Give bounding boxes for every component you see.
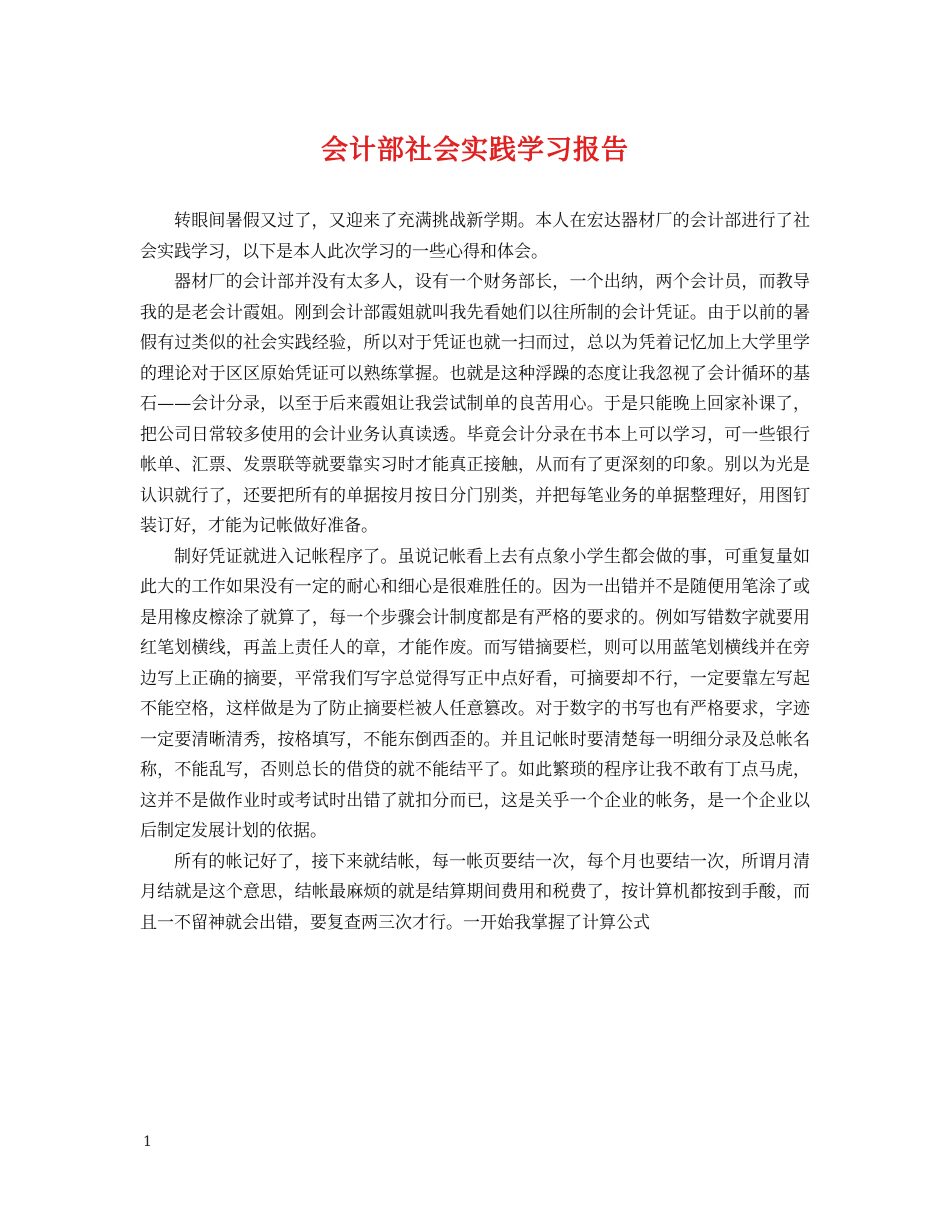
page-number: 1 bbox=[143, 1134, 152, 1150]
document-title: 会计部社会实践学习报告 bbox=[321, 135, 629, 166]
paragraph: 器材厂的会计部并没有太多人，设有一个财务部长，一个出纳，两个会计员，而教导我的是老会计霞姐。刚到会计部霞姐就叫我先看她们以往所制的会计凭证。由于以前的暑假有过类似的社会实践经验，所以对于凭证也就一扫而过，总以为凭着记忆加上大学里学的理论对于区区原始凭证可以熟练掌握。也就是这种浮躁的态度让我忽视了会计循环的基石——会计分录，以至于后来霞姐让我尝试制单的良苦用心。于是只能晚上回家补课了，把公司日常较多使用的会计业务认真读透。毕竟会计分录在书本上可以学习，可一些银行帐单、汇票、发票联等就要靠实习时才能真正接触，从而有了更深刻的印象。别以为光是认识就行了，还要把所有的单据按月按日分门别类，并把每笔业务的单据整理好，用图钉装订好，才能为记帐做好准备。 bbox=[140, 272, 810, 536]
paragraph: 制好凭证就进入记帐程序了。虽说记帐看上去有点象小学生都会做的事，可重复量如此大的工作如果没有一定的耐心和细心是很难胜任的。因为一出错并不是随便用笔涂了或是用橡皮檫涂了就算了，每一个步骤会计制度都是有严格的要求的。例如写错数字就要用红笔划横线，再盖上责任人的章，才能作废。而写错摘要栏，则可以用蓝笔划横线并在旁边写上正确的摘要，平常我们写字总觉得写正中点好看，可摘要却不行，一定要靠左写起不能空格，这样做是为了防止摘要栏被人任意篡改。对于数字的书写也有严格要求，字迹一定要清晰清秀，按格填写，不能东倒西歪的。并且记帐时要清楚每一明细分录及总帐名称，不能乱写，否则总长的借贷的就不能结平了。如此繁琐的程序让我不敢有丁点马虎，这并不是做作业时或考试时出错了就扣分而已，这是关乎一个企业的帐务，是一个企业以后制定发展计划的依据。 bbox=[140, 546, 810, 841]
document-body bbox=[140, 206, 810, 938]
paragraph: 转眼间暑假又过了，又迎来了充满挑战新学期。本人在宏达器材厂的会计部进行了社会实践学习，以下是本人此次学习的一些心得和体会。 bbox=[140, 211, 810, 262]
paragraph: 所有的帐记好了，接下来就结帐，每一帐页要结一次，每个月也要结一次，所谓月清月结就是这个意思，结帐最麻烦的就是结算期间费用和税费了，按计算机都按到手酸，而且一不留神就会出错，要复查两三次才行。一开始我掌握了计算公式 bbox=[140, 851, 810, 933]
